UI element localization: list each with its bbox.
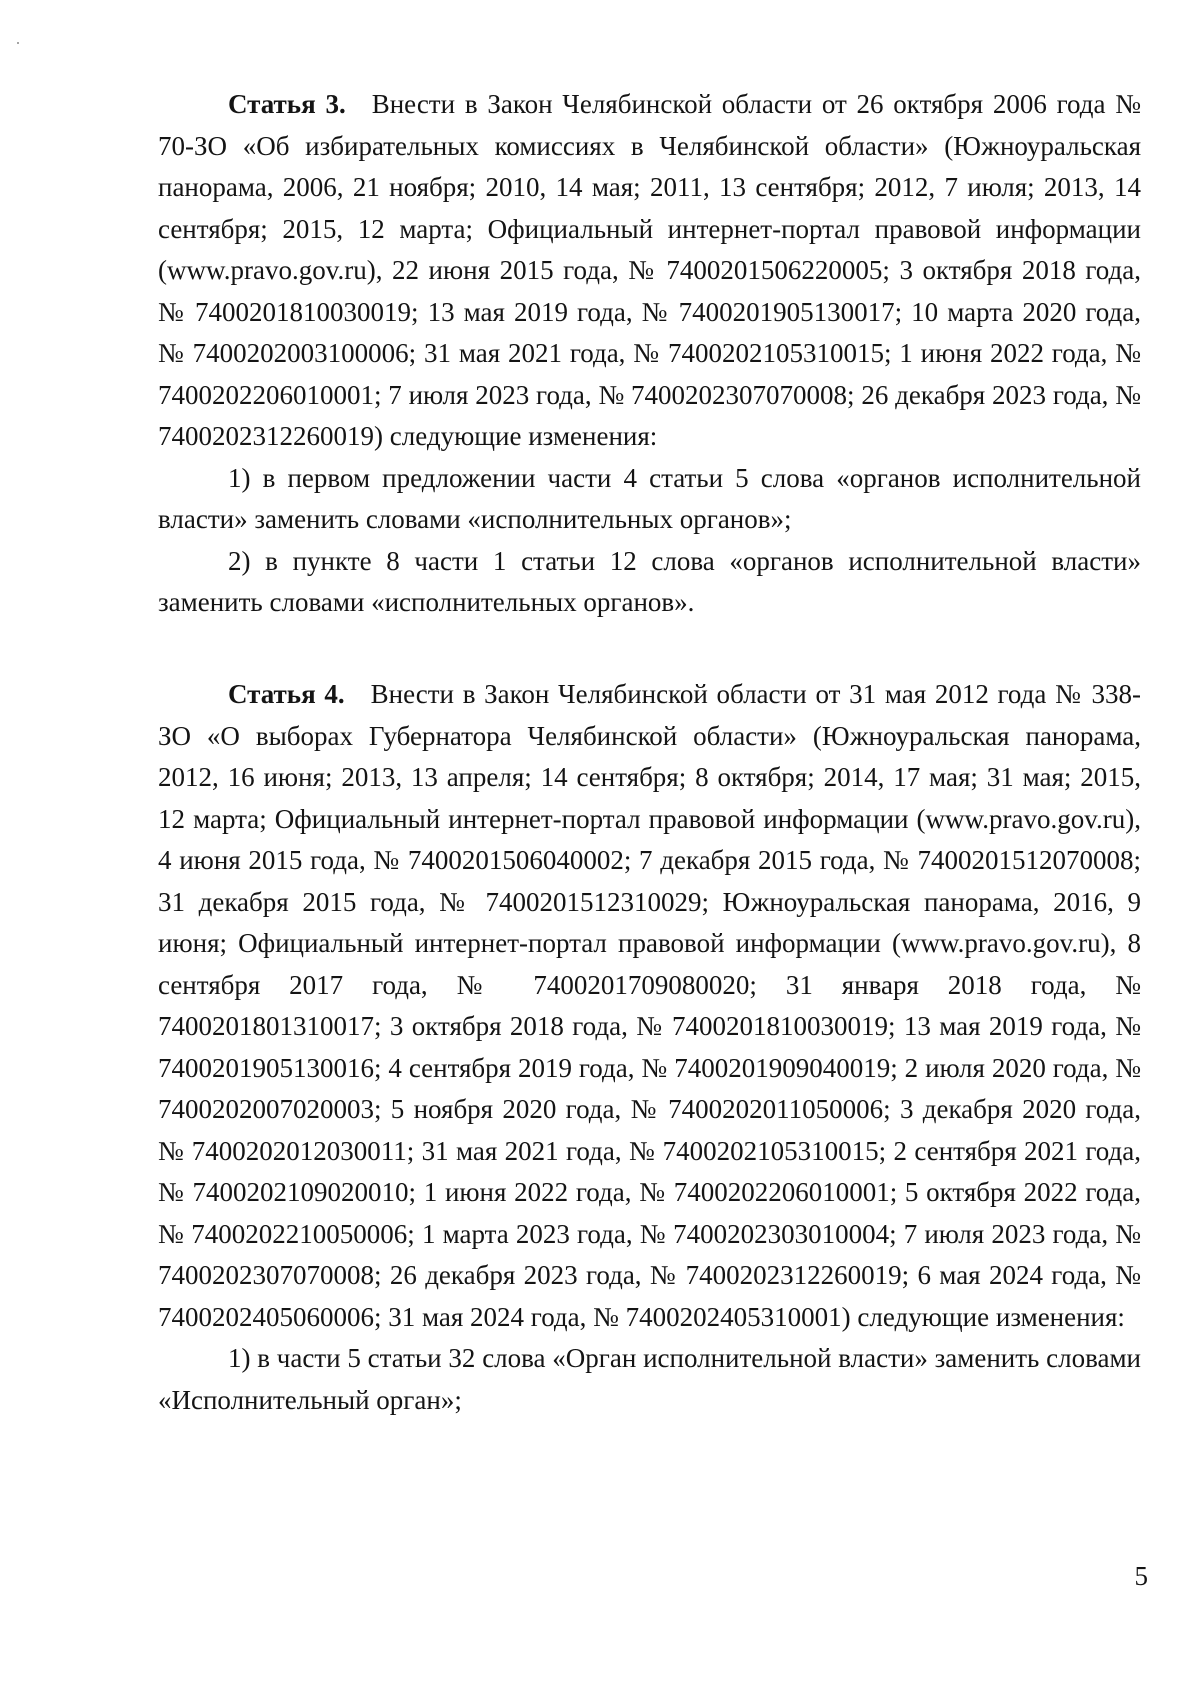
article-4 bbox=[158, 674, 1141, 1421]
article-3-intro bbox=[158, 84, 1141, 458]
article-4-intro-text: Внести в Закон Челябинской области от 31 мая 2012 года № 338-ЗО «О выборах Губернатора Челябинской области» (Южноуральская панорама, 2012, 16 июня; 2013, 13 апреля; 14 сентября; 8 октября; 2014, 17 мая; 31 мая; 2015, 12 марта; Официальный интернет-портал правовой информации (www.pravo.gov.ru), 4 июня 2015 года, № 7400201506040002; 7 декабря 2015 года, № 7400201512070008; 31 декабря 2015 года, № 7400201512310029; Южноуральская панорама, 2016, 9 июня; Официальный интернет-портал правовой информации (www.pravo.gov.ru), 8 сентября 2017 года, № 7400201709080020; 31 января 2018 года, № 7400201801310017; 3 октября 2018 года, № 7400201810030019; 13 мая 2019 года, № 7400201905130016; 4 сентября 2019 года, № 7400201909040019; 2 июля 2020 года, № 7400202007020003; 5 ноября 2020 года, № 7400202011050006; 3 декабря 2020 года, № 7400202012030011; 31 мая 2021 года, № 7400202105310015; 2 сентября 2021 года, № 7400202109020010; 1 июня 2022 года, № 7400202206010001; 5 октября 2022 года, № 7400202210050006; 1 марта 2023 года, № 7400202303010004; 7 июля 2023 года, № 7400202307070008; 26 декабря 2023 года, № 7400202312260019; 6 мая 2024 года, № 7400202405060006; 31 мая 2024 года, № 7400202405310001) следующие изменения: bbox=[158, 679, 1141, 1332]
page-number: 5 bbox=[1134, 1561, 1148, 1591]
article-3-item-1: 1) в первом предложении части 4 статьи 5 слова «органов исполнительной власти» заменить словами «исполнительных органов»; bbox=[158, 462, 1141, 534]
article-4-item-1: 1) в части 5 статьи 32 слова «Орган исполнительной власти» заменить словами «Исполнительный орган»; bbox=[158, 1343, 1141, 1415]
article-4-heading: Статья 4. bbox=[228, 679, 345, 709]
article-3-heading: Статья 3. bbox=[228, 89, 346, 119]
scan-speck bbox=[17, 42, 19, 44]
article-4-intro bbox=[158, 674, 1141, 1338]
article-3 bbox=[158, 84, 1141, 624]
article-3-item-2: 2) в пункте 8 части 1 статьи 12 слова «органов исполнительной власти» заменить словами «исполнительных органов». bbox=[158, 545, 1141, 617]
article-3-intro-text: Внести в Закон Челябинской области от 26 октября 2006 года № 70-ЗО «Об избирательных комиссиях в Челябинской области» (Южноуральская панорама, 2006, 21 ноября; 2010, 14 мая; 2011, 13 сентября; 2012, 7 июля; 2013, 14 сентября; 2015, 12 марта; Официальный интернет-портал правовой информации (www.pravo.gov.ru), 22 июня 2015 года, № 7400201506220005; 3 октября 2018 года, № 7400201810030019; 13 мая 2019 года, № 7400201905130017; 10 марта 2020 года, № 7400202003100006; 31 мая 2021 года, № 7400202105310015; 1 июня 2022 года, № 7400202206010001; 7 июля 2023 года, № 7400202307070008; 26 декабря 2023 года, № 7400202312260019) следующие изменения: bbox=[158, 89, 1141, 451]
